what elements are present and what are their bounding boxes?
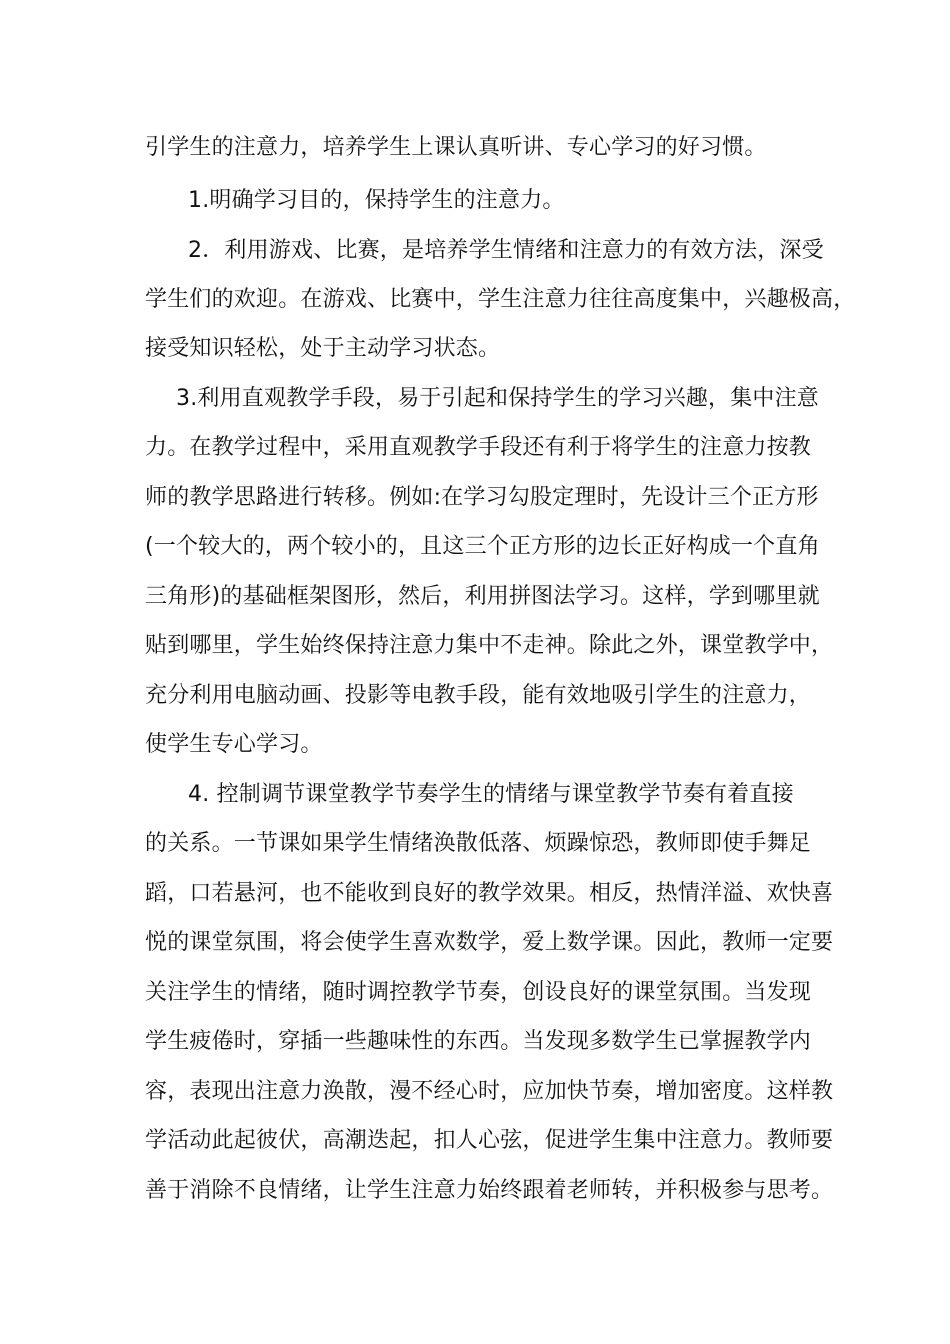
item-4-line-4: 悦的课堂氛围，将会使学生喜欢数学，爱上数学课。因此，教师一定要 [145,930,834,955]
item-3-line-1: 3.利用直观教学手段，易于引起和保持学生的学习兴趣，集中注意 [176,386,819,411]
item-3-line-3: 师的教学思路进行转移。例如:在学习勾股定理时，先设计三个正方形 [145,485,819,510]
item-3-line-2: 力。在教学过程中，采用直观教学手段还有利于将学生的注意力按教 [145,435,812,460]
item-4-line-2: 的关系。一节课如果学生情绪涣散低落、烦躁惊恐，教师即使手舞足 [145,831,812,856]
item-2-line-2: 学生们的欢迎。在游戏、比赛中，学生注意力往往高度集中，兴趣极高， [145,287,856,312]
item-3-line-6: 贴到哪里，学生始终保持注意力集中不走神。除此之外，课堂教学中， [145,633,834,658]
item-4-line-9: 善于消除不良情绪，让学生注意力始终跟着老师转，并积极参与思考。 [145,1178,834,1203]
item-4-line-7: 容，表现出注意力涣散，漫不经心时，应加快节奏，增加密度。这样教 [145,1079,834,1104]
item-2-line-1: 2．利用游戏、比赛，是培养学生情绪和注意力的有效方法，深受 [188,238,824,263]
item-3-line-8: 使学生专心学习。 [145,732,323,757]
text-line-1: 引学生的注意力，培养学生上课认真听讲、专心学习的好习惯。 [145,135,767,160]
item-4-line-5: 关注学生的情绪，随时调控教学节奏，创设良好的课堂氛围。当发现 [145,980,812,1005]
item-4-line-3: 蹈，口若悬河，也不能收到良好的教学效果。相反，热情洋溢、欢快喜 [145,881,834,906]
item-2-line-3: 接受知识轻松，处于主动学习状态。 [145,336,501,361]
item-3-line-5: 三角形)的基础框架图形，然后，利用拼图法学习。这样，学到哪里就 [145,584,820,609]
item-4-line-8: 学活动此起彼伏，高潮迭起，扣人心弦，促进学生集中注意力。教师要 [145,1128,834,1153]
item-4-line-1: 4. 控制调节课堂教学节奏学生的情绪与课堂教学节奏有着直接 [188,782,794,807]
item-3-line-7: 充分利用电脑动画、投影等电教手段，能有效地吸引学生的注意力， [145,683,812,708]
item-1-line: 1.明确学习目的，保持学生的注意力。 [188,188,565,213]
item-3-line-4: (一个较大的，两个较小的，且这三个正方形的边长正好构成一个直角 [145,534,820,559]
item-4-line-6: 学生疲倦时，穿插一些趣味性的东西。当发现多数学生已掌握教学内 [145,1029,812,1054]
